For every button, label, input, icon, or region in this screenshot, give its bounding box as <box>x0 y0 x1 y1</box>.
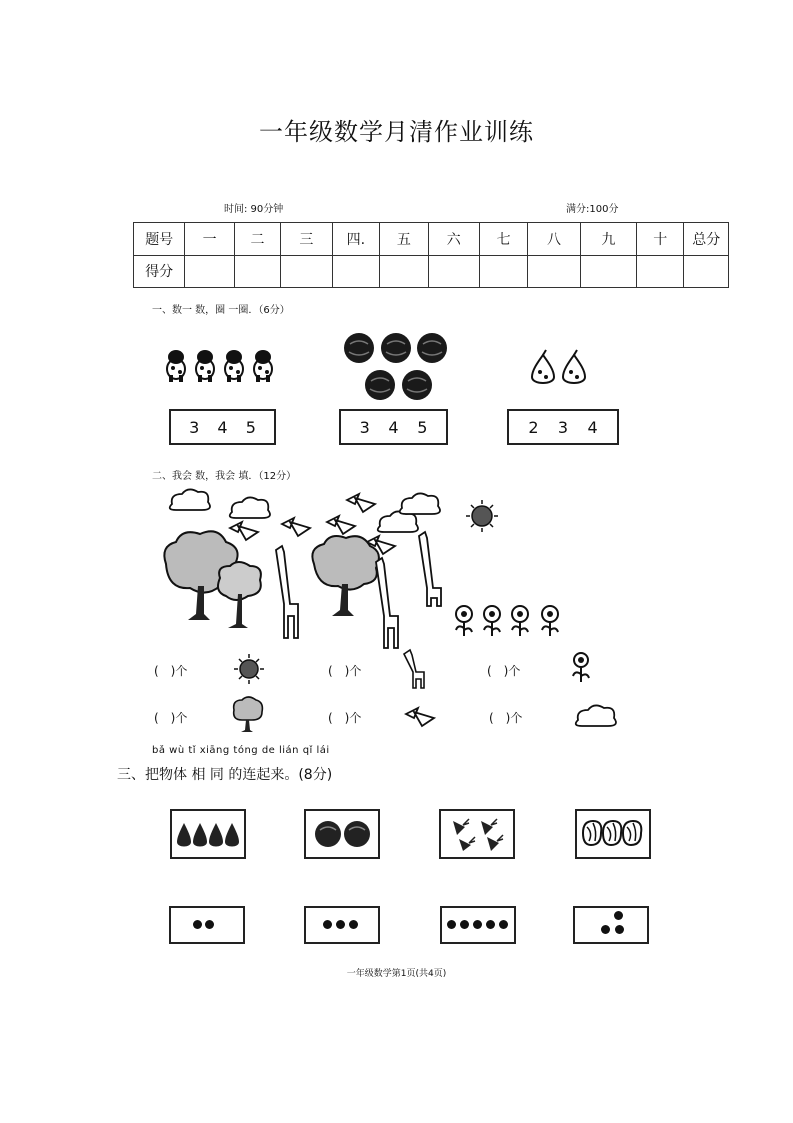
score-cell[interactable] <box>580 255 636 288</box>
table-cell: 一 <box>185 223 234 256</box>
flower-icon <box>456 606 472 636</box>
option-number[interactable]: 3 <box>189 417 200 437</box>
table-cell: 三 <box>281 223 332 256</box>
section2-title: 二、我会 数，我会 填．（12分） <box>152 471 297 482</box>
score-cell[interactable] <box>428 255 479 288</box>
table-cell: 题号 <box>134 223 185 256</box>
score-cell[interactable] <box>185 255 234 288</box>
dot-box-2[interactable] <box>169 906 245 944</box>
score-cell[interactable] <box>281 255 332 288</box>
bird-icon <box>230 522 258 540</box>
watermelon-icon <box>365 370 395 400</box>
dot <box>601 925 610 934</box>
full-score-label: 满分:100分 <box>566 204 619 215</box>
watermelon-icon-group <box>314 818 372 850</box>
watermelon-icon <box>344 821 370 847</box>
bird-icon <box>327 516 355 534</box>
watermelon-icon <box>402 370 432 400</box>
cabbage-icon <box>623 821 641 845</box>
dot <box>460 920 469 929</box>
answer-blank-flower[interactable]: ( )个 <box>487 664 521 678</box>
tree-icon <box>218 562 261 628</box>
pear-icon <box>193 823 207 847</box>
carrot-icon <box>487 835 503 851</box>
dog-icon <box>167 350 185 382</box>
dog-icon-group <box>163 347 278 387</box>
section3-pinyin: bǎ wù tǐ xiāng tóng de lián qǐ lái <box>152 745 330 756</box>
carrot-icon <box>481 819 497 835</box>
pear-icon <box>532 350 554 383</box>
answer-blank-cloud[interactable]: ( )个 <box>489 711 523 725</box>
watermelon-icon <box>344 333 374 363</box>
score-cell[interactable] <box>380 255 428 288</box>
dot <box>447 920 456 929</box>
dot-box-3[interactable] <box>304 906 380 944</box>
table-cell: 五 <box>380 223 428 256</box>
table-cell: 七 <box>479 223 527 256</box>
option-number[interactable]: 4 <box>217 417 228 437</box>
giraffe-icon <box>419 532 441 606</box>
dot <box>349 920 358 929</box>
pear-icon <box>563 350 585 383</box>
bird-icon <box>404 704 438 728</box>
score-cell[interactable] <box>479 255 527 288</box>
score-cell[interactable] <box>528 255 580 288</box>
score-cell[interactable] <box>636 255 683 288</box>
sun-icon <box>232 654 268 686</box>
dot <box>486 920 495 929</box>
dot <box>323 920 332 929</box>
dog-icon <box>225 350 243 382</box>
cabbage-icon <box>583 821 601 845</box>
pear-icon-group <box>528 350 593 390</box>
dot <box>336 920 345 929</box>
answer-box-2[interactable] <box>339 409 448 445</box>
answer-blank-bird[interactable]: ( )个 <box>328 711 362 725</box>
option-number[interactable]: 3 <box>359 417 370 437</box>
dot <box>193 920 202 929</box>
dot <box>615 925 624 934</box>
section1-title: 一、数一 数，圈 一圈．（6分） <box>152 305 290 316</box>
page-title: 一年级数学月清作业训练 <box>259 118 534 146</box>
answer-blank-giraffe[interactable]: ( )个 <box>328 664 362 678</box>
picture-box-pears[interactable] <box>170 809 246 859</box>
option-number[interactable]: 4 <box>388 417 399 437</box>
page-footer: 一年级数学第1页(共4页) <box>346 969 447 979</box>
answer-box-1[interactable] <box>169 409 276 445</box>
answer-box-3[interactable] <box>507 409 619 445</box>
picture-box-watermelons[interactable] <box>304 809 380 859</box>
answer-blank-sun[interactable]: ( )个 <box>154 664 188 678</box>
table-cell: 八 <box>528 223 580 256</box>
option-number[interactable]: 2 <box>528 417 539 437</box>
dot-box-5[interactable] <box>440 906 516 944</box>
table-cell: 得分 <box>134 255 185 288</box>
carrot-icon <box>453 819 469 835</box>
answer-blank-tree[interactable]: ( )个 <box>154 711 188 725</box>
score-table-header-row <box>134 223 729 256</box>
watermelon-icon <box>381 333 411 363</box>
pear-icon <box>225 823 239 847</box>
counting-scene <box>160 486 620 636</box>
giraffe-icon <box>276 546 298 638</box>
score-cell[interactable] <box>332 255 380 288</box>
watermelon-icon-group <box>342 332 452 402</box>
cloud-icon <box>230 497 270 518</box>
pear-icon <box>177 823 191 847</box>
table-cell: 四. <box>332 223 380 256</box>
table-cell: 六 <box>428 223 479 256</box>
tree-icon <box>230 696 266 734</box>
table-cell: 九 <box>580 223 636 256</box>
carrot-icon-group <box>449 815 507 853</box>
option-number[interactable]: 5 <box>417 417 428 437</box>
option-number[interactable]: 5 <box>245 417 256 437</box>
cloud-icon <box>400 493 440 514</box>
picture-box-cabbages[interactable] <box>575 809 651 859</box>
flower-icon <box>572 652 592 686</box>
giraffe-icon <box>376 558 398 648</box>
cloud-icon <box>570 702 620 730</box>
table-cell: 总分 <box>684 223 729 256</box>
watermelon-icon <box>417 333 447 363</box>
bird-icon <box>282 518 310 536</box>
dot <box>205 920 214 929</box>
score-cell[interactable] <box>684 255 729 288</box>
bird-icon <box>347 494 375 512</box>
watermelon-icon <box>315 821 341 847</box>
score-table-score-row <box>134 255 729 288</box>
cloud-icon <box>170 489 210 510</box>
cabbage-icon-group <box>581 819 645 849</box>
carrot-icon <box>459 837 475 851</box>
option-number[interactable]: 4 <box>587 417 598 437</box>
picture-box-carrots[interactable] <box>439 809 515 859</box>
score-cell[interactable] <box>234 255 280 288</box>
tree-icon <box>312 536 379 616</box>
pear-icon-group <box>176 821 240 849</box>
table-cell: 十 <box>636 223 683 256</box>
section3-title: 三、把物体 相 同 的连起来。(8分) <box>117 767 333 783</box>
giraffe-icon <box>402 650 432 690</box>
dot-box-4[interactable] <box>573 906 649 944</box>
score-table <box>133 222 729 288</box>
sun-icon <box>466 500 498 532</box>
dot <box>473 920 482 929</box>
flower-icon <box>542 606 558 636</box>
cabbage-icon <box>603 821 621 845</box>
dog-icon <box>196 350 214 382</box>
dot <box>614 911 623 920</box>
time-label: 时间: 90分钟 <box>224 204 284 215</box>
pear-icon <box>209 823 223 847</box>
option-number[interactable]: 3 <box>557 417 569 437</box>
flower-icon <box>484 606 500 636</box>
dog-icon <box>254 350 272 382</box>
table-cell: 二 <box>234 223 280 256</box>
dot <box>499 920 508 929</box>
flower-icon <box>512 606 528 636</box>
